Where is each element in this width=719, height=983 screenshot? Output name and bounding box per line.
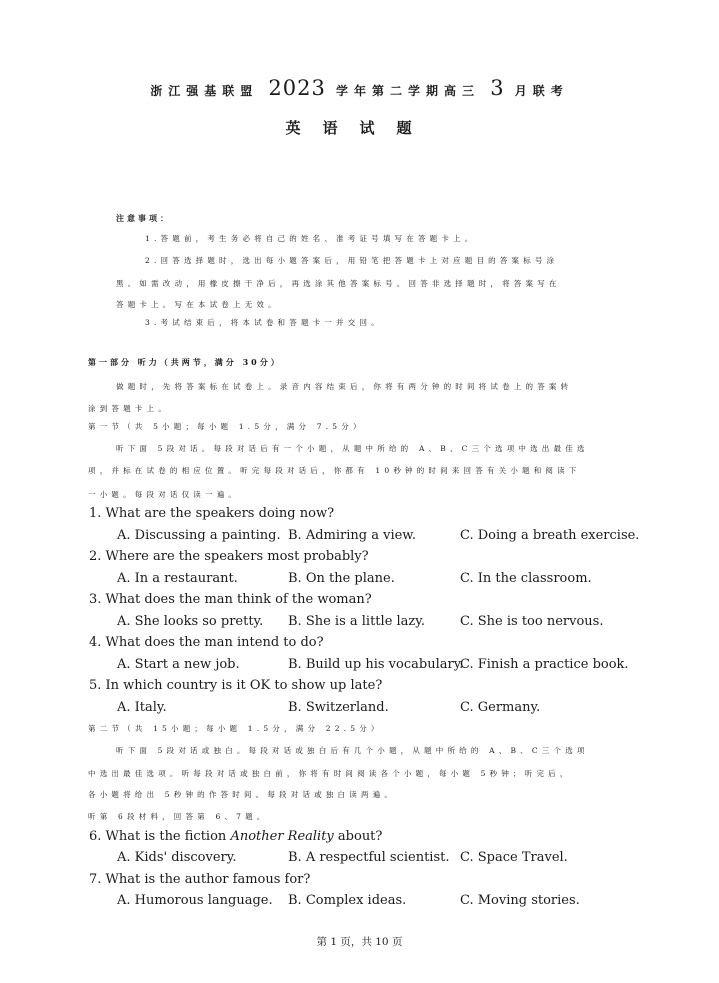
question-3: 3. What does the man think of the woman? (89, 592, 372, 607)
section1-heading: 第一节（共 5小题；每小题 1.5分，满分 7.5分） (88, 422, 365, 431)
question-5: 5. In which country is it OK to show up late? (89, 678, 383, 693)
notice-item-2-line-3: 答题卡上。写在本试卷上无效。 (116, 300, 280, 309)
question-1: 1. What are the speakers doing now? (89, 506, 335, 521)
notice-item-2-line-1: 2.回答选择题时，选出每小题答案后，用铅笔把答题卡上对应题目的答案标号涂 (145, 256, 559, 265)
section2-material: 听第 6段材料，回答第 6、7题。 (88, 812, 269, 821)
notice-item-1: 1.答题前，考生务必将自己的姓名、准考证号填写在答题卡上。 (145, 234, 477, 243)
question-1-option-b: B. Admiring a view. (288, 528, 417, 543)
question-6-fiction-title: Another Reality (230, 829, 334, 844)
question-3-option-c: C. She is too nervous. (460, 614, 604, 629)
exam-header (0, 76, 719, 100)
section2-intro-line-1: 听下面 5段对话或独白。每段对话或独白后有几个小题，从题中所给的 A、B、C三个选项 (116, 746, 589, 755)
question-5-option-c: C. Germany. (460, 700, 541, 715)
notice-item-2-line-2: 黑。如需改动，用橡皮擦干净后，再选涂其他答案标号。回答非选择题时，将答案写在 (116, 279, 561, 288)
question-7-option-b: B. Complex ideas. (288, 893, 407, 908)
header-term: 学年第二学期高三 (336, 84, 481, 98)
page-title: 英语试题 (285, 119, 434, 137)
question-6-text-post: about? (333, 829, 383, 844)
header-month: 3 (490, 76, 505, 100)
section1-intro-line-2: 项，并标在试卷的相应位置。听完每段对话后，你都有 10秒钟的时间来回答有关小题和阅读下 (88, 466, 581, 475)
section1-intro-line-3: 一小题。每段对话仅读一遍。 (88, 490, 241, 499)
question-6 (89, 829, 382, 844)
question-5-option-a: A. Italy. (117, 700, 167, 715)
header-year: 2023 (268, 76, 326, 100)
header-exam: 月联考 (514, 84, 569, 98)
question-7-option-a: A. Humorous language. (117, 893, 273, 908)
notice-item-3: 3.考试结束后，将本试卷和答题卡一并交回。 (145, 318, 383, 327)
header-org: 浙江强基联盟 (150, 84, 259, 98)
question-6-option-a: A. Kids' discovery. (117, 850, 237, 865)
part1-heading: 第一部分 听力（共两节，满分 30分） (88, 357, 282, 367)
question-4: 4. What does the man intend to do? (89, 635, 324, 650)
question-1-option-c: C. Doing a breath exercise. (460, 528, 640, 543)
part1-intro-line-2: 涂到答题卡上。 (88, 404, 170, 413)
question-5-option-b: B. Switzerland. (288, 700, 389, 715)
question-2-option-a: A. In a restaurant. (117, 571, 238, 586)
notice-heading: 注意事项： (116, 213, 171, 223)
question-4-option-c: C. Finish a practice book. (460, 657, 629, 672)
question-1-option-a: A. Discussing a painting. (117, 528, 281, 543)
question-2: 2. Where are the speakers most probably? (89, 549, 369, 564)
question-6-option-c: C. Space Travel. (460, 850, 568, 865)
part1-intro-line-1: 做题时，先将答案标在试卷上。录音内容结束后，你将有两分钟的时间将试卷上的答案转 (116, 382, 573, 391)
question-3-option-a: A. She looks so pretty. (117, 614, 264, 629)
question-2-option-b: B. On the plane. (288, 571, 395, 586)
question-4-option-a: A. Start a new job. (117, 657, 240, 672)
question-6-option-b: B. A respectful scientist. (288, 850, 450, 865)
section2-intro-line-2: 中选出最佳选项。听每段对话或独白前，你将有时间阅读各个小题，每小题 5秒钟；听完后， (88, 769, 572, 778)
section1-intro-line-1: 听下面 5段对话。每段对话后有一个小题，从题中所给的 A、B、C三个选项中选出最佳选 (116, 444, 589, 453)
question-3-option-b: B. She is a little lazy. (288, 614, 426, 629)
page-footer: 第 1 页，共 10 页 (316, 936, 403, 948)
question-6-text-pre: 6. What is the fiction (89, 829, 231, 844)
section2-heading: 第二节（共 15小题；每小题 1.5分，满分 22.5分） (88, 724, 383, 733)
question-7-option-c: C. Moving stories. (460, 893, 580, 908)
question-7: 7. What is the author famous for? (89, 872, 311, 887)
question-4-option-b: B. Build up his vocabulary. (288, 657, 464, 672)
section2-intro-line-3: 各小题将给出 5秒钟的作答时间。每段对话或独白读两遍。 (88, 790, 397, 799)
question-2-option-c: C. In the classroom. (460, 571, 592, 586)
